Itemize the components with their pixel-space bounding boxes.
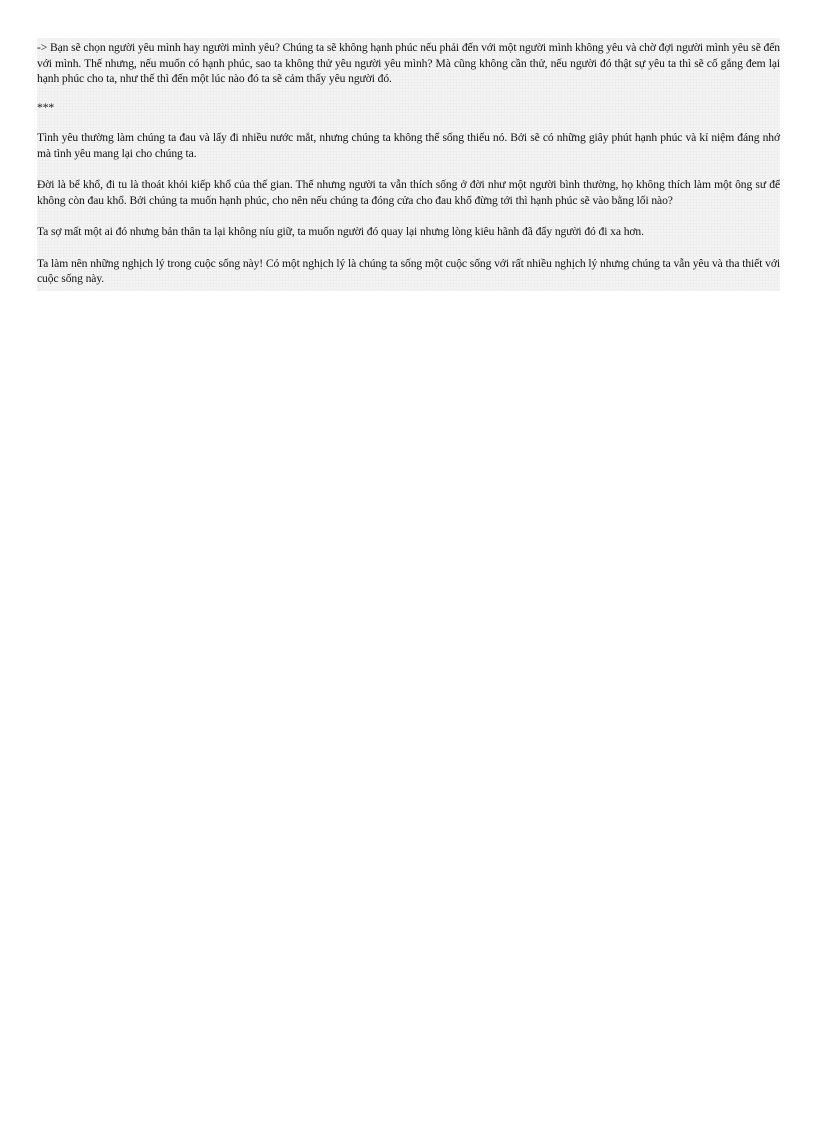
text-block [37, 38, 780, 291]
separator-stars: *** [37, 100, 55, 114]
paragraph-fear-of-loss: Ta sợ mất một ai đó nhưng bản thân ta lại không níu giữ, ta muốn người đó quay lại nhưng lòng kiêu hãnh đã đẩy người đó đi xa hơn. [37, 225, 644, 238]
paragraph-intro: -> Bạn sẽ chọn người yêu mình hay người mình yêu? Chúng ta sẽ không hạnh phúc nếu phải đến với một người mình không yêu và chờ đợi người mình yêu sẽ đến với mình. Thế nhưng, nếu muốn có hạnh phúc, sao ta không thử yêu người yêu mình? Mà cũng không cần thử, nếu người đó thật sự yêu ta thì sẽ cố gắng đem lại hạnh phúc cho ta, như thế thì đến một lúc nào đó ta sẽ cảm thấy yêu người đó. [37, 41, 780, 85]
paragraph-paradox: Ta làm nên những nghịch lý trong cuộc sống này! Có một nghịch lý là chúng ta sống một cuộc sống với rất nhiều nghịch lý nhưng chúng ta vẫn yêu và tha thiết với cuộc sống này. [37, 256, 780, 285]
paragraph-love-pain: Tình yêu thường làm chúng ta đau và lấy đi nhiều nước mắt, nhưng chúng ta không thể sống thiếu nó. Bởi sẽ có những giây phút hạnh phúc và kỉ niệm đáng nhớ mà tình yêu mang lại cho chúng ta. [37, 131, 780, 160]
paragraph-life-suffering: Đời là bể khổ, đi tu là thoát khỏi kiếp khổ của thế gian. Thế nhưng người ta vẫn thích sống ở đời như một người bình thường, họ không thích làm một ông sư để không còn đau khổ. Bởi chúng ta muốn hạnh phúc, cho nên nếu chúng ta đóng cửa cho đau khổ đừng tới thì hạnh phúc sẽ vào bằng lối nào? [37, 178, 780, 207]
